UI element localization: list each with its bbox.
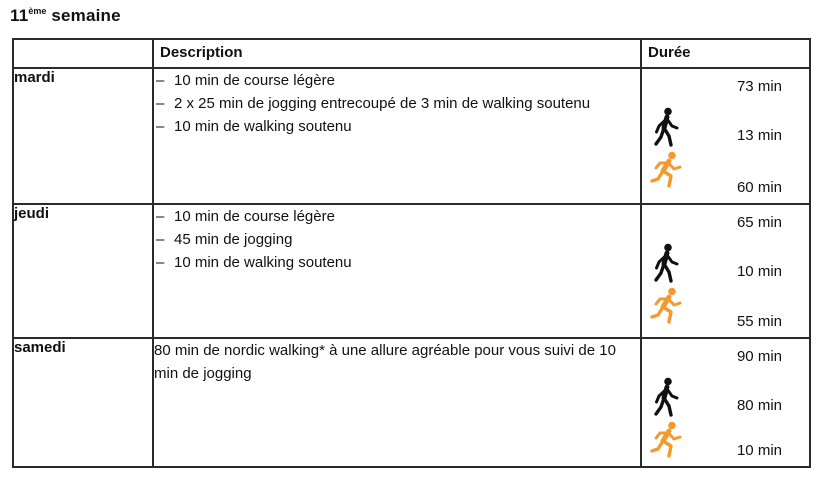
walking-person-icon <box>654 377 680 417</box>
duration-cell <box>641 204 810 338</box>
week-word: semaine <box>51 6 121 25</box>
description-cell <box>153 68 641 204</box>
list-item: – 10 min de walking soutenu <box>154 251 640 274</box>
description-text: 80 min de nordic walking* à une allure agréable pour vous suivi de 10 min de jogging <box>154 342 616 382</box>
walking-duration: 80 min <box>736 397 782 414</box>
list-item: – 10 min de course légère <box>154 69 640 92</box>
running-duration: 55 min <box>736 313 782 330</box>
day-cell: samedi <box>13 338 153 467</box>
table-row <box>13 68 810 204</box>
exercise-list <box>154 69 640 138</box>
running-duration: 60 min <box>736 179 782 196</box>
duration-cell <box>641 68 810 204</box>
running-person-icon <box>650 287 682 325</box>
exercise-list <box>154 205 640 274</box>
list-item: – 10 min de walking soutenu <box>154 115 640 138</box>
walking-person-icon <box>654 243 680 283</box>
list-item: – 2 x 25 min de jogging entrecoupé de 3 min de walking soutenu <box>154 92 640 115</box>
header-description: Description <box>153 39 641 68</box>
description-cell <box>153 204 641 338</box>
list-item: – 45 min de jogging <box>154 228 640 251</box>
table-header-row <box>13 39 810 68</box>
description-cell <box>153 338 641 467</box>
running-person-icon <box>650 151 682 189</box>
training-plan-table <box>12 38 811 468</box>
list-item: – 10 min de course légère <box>154 205 640 228</box>
walking-duration: 13 min <box>736 127 782 144</box>
week-number: 11 <box>10 6 29 25</box>
walking-duration: 10 min <box>736 263 782 280</box>
table-row <box>13 338 810 467</box>
week-number-suffix: ème <box>28 6 47 16</box>
header-duration: Durée <box>641 39 810 68</box>
week-title <box>10 6 121 26</box>
total-duration: 73 min <box>736 78 782 95</box>
total-duration: 65 min <box>736 214 782 231</box>
running-duration: 10 min <box>736 442 782 459</box>
day-cell: jeudi <box>13 204 153 338</box>
duration-cell <box>641 338 810 467</box>
header-day <box>13 39 153 68</box>
walking-person-icon <box>654 107 680 147</box>
table-row <box>13 204 810 338</box>
total-duration: 90 min <box>736 348 782 365</box>
running-person-icon <box>650 421 682 459</box>
day-cell: mardi <box>13 68 153 204</box>
